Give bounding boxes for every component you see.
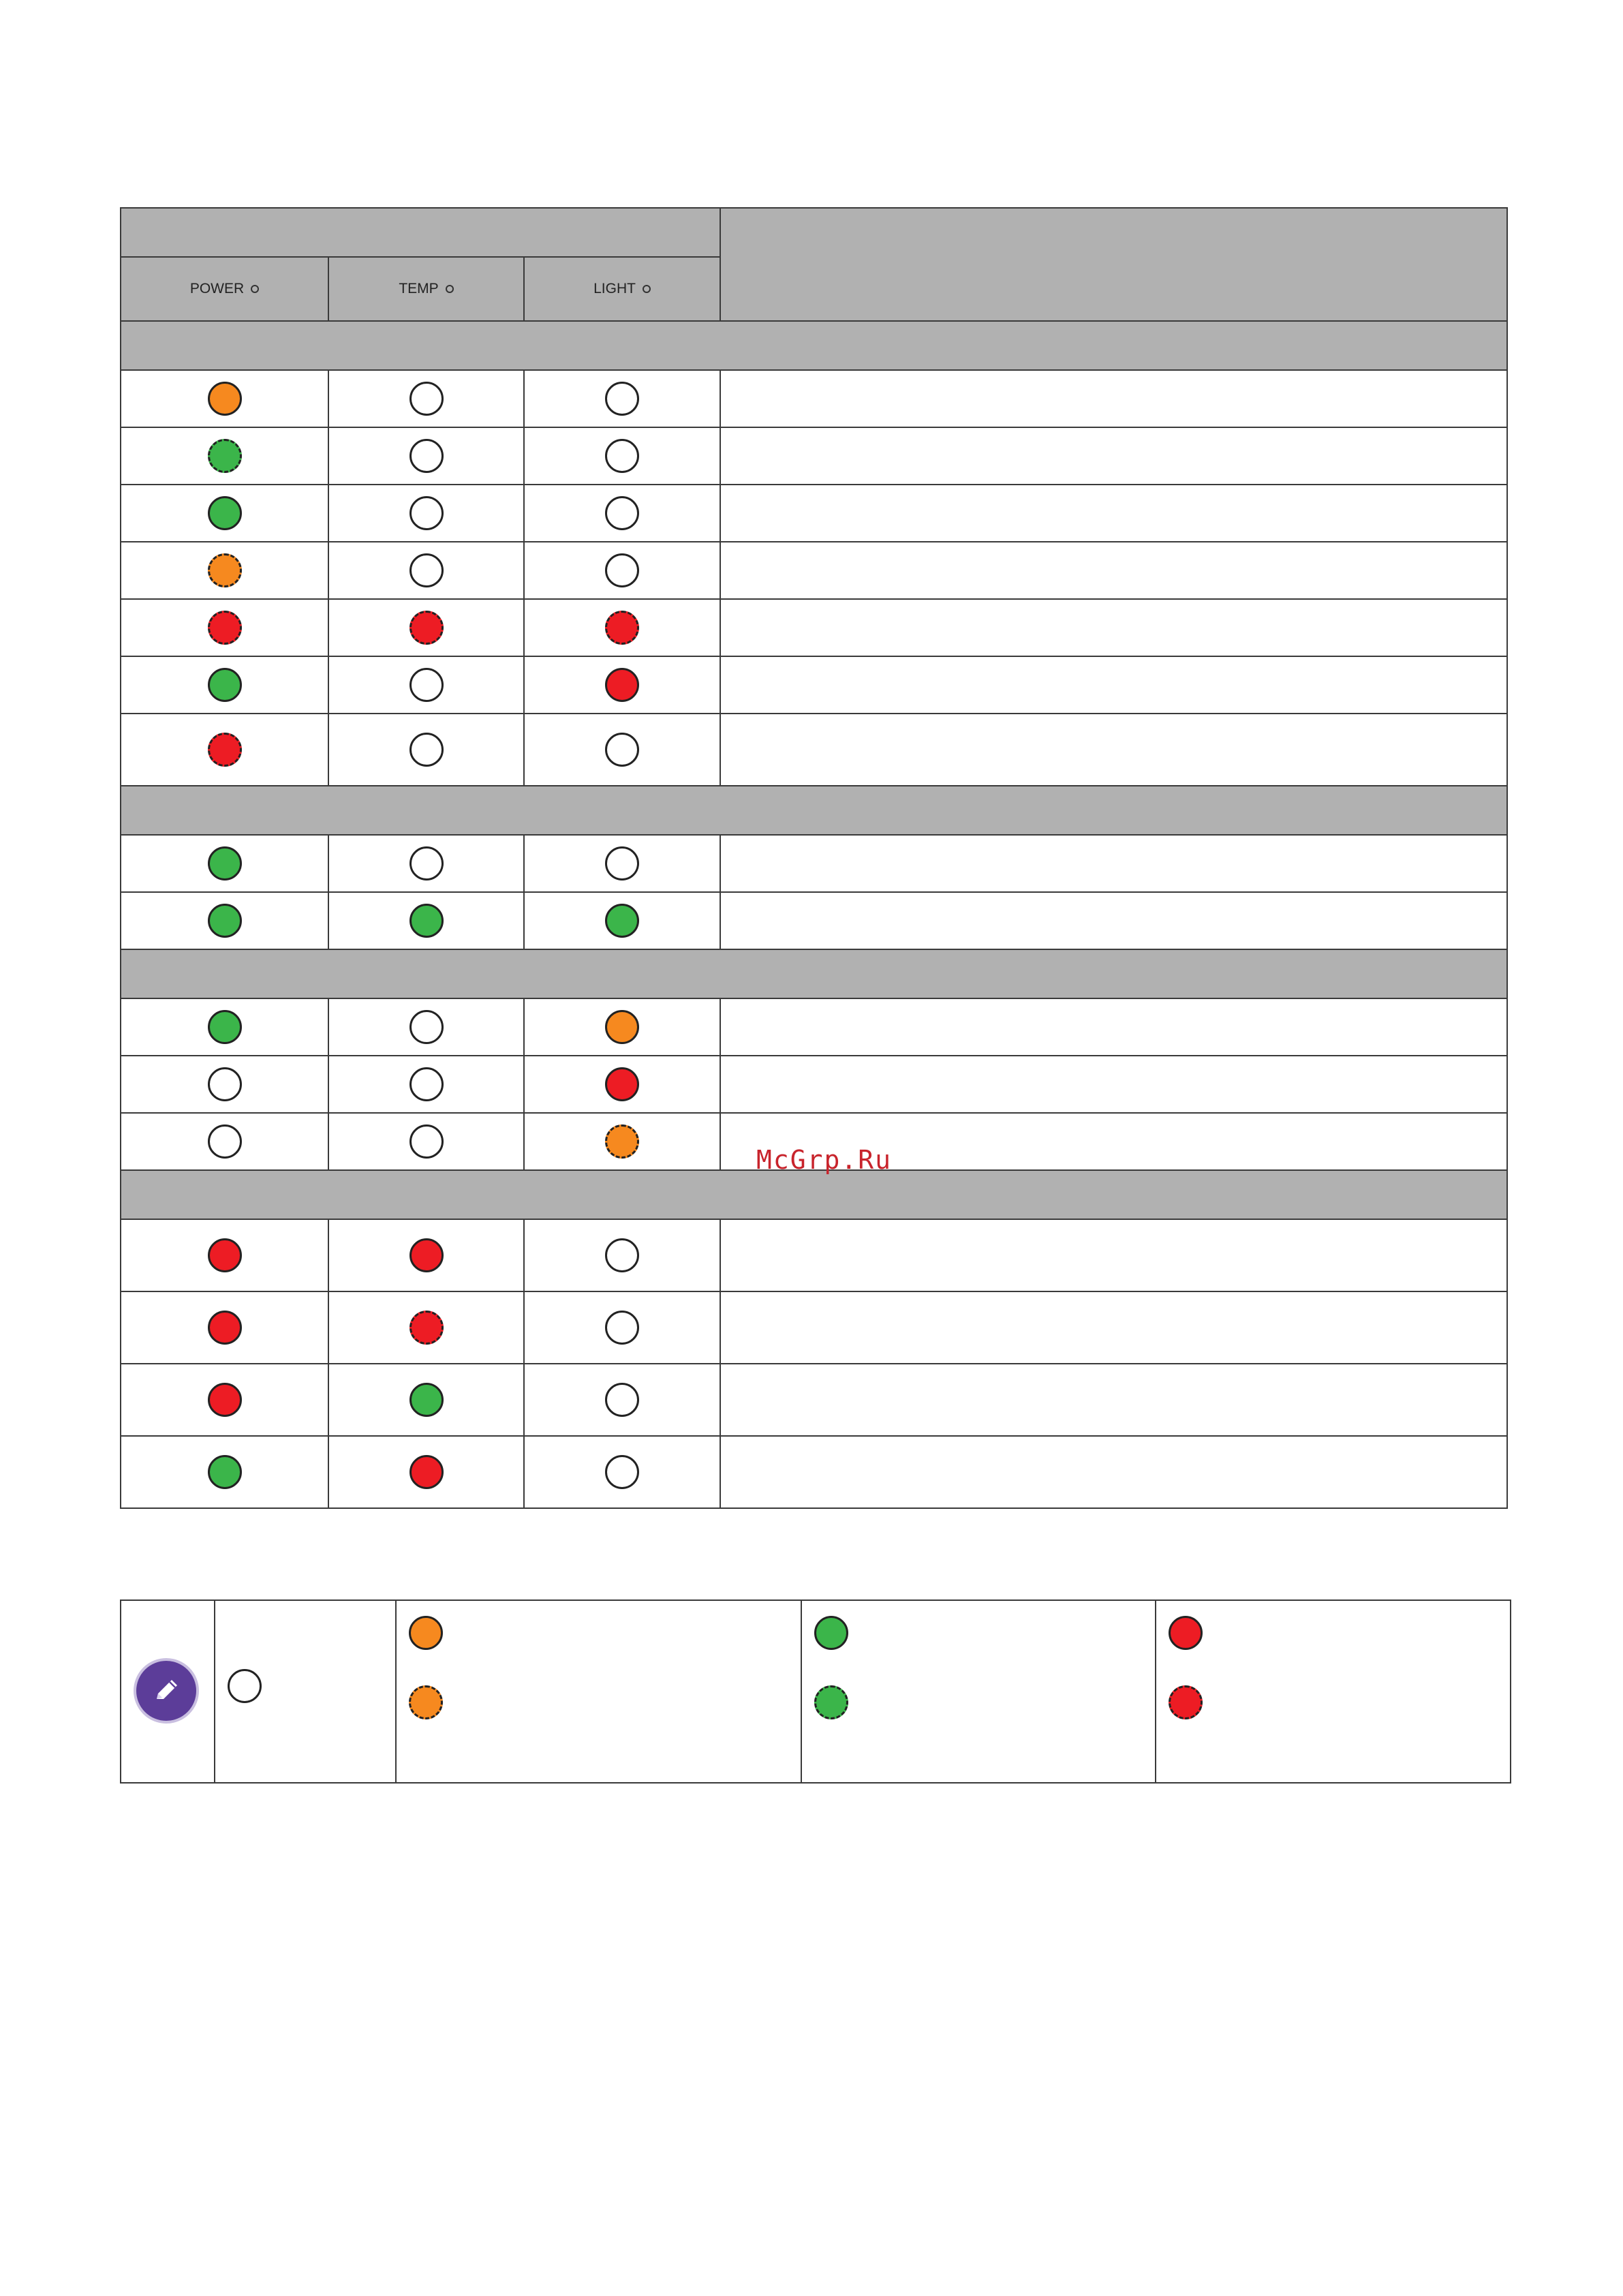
table-row — [121, 1291, 1507, 1364]
table-row — [121, 370, 1507, 427]
light-cell — [524, 599, 720, 656]
light-cell — [524, 835, 720, 892]
led-orange-flash-icon — [208, 553, 242, 587]
temp-cell — [328, 1436, 524, 1508]
led-red-on-icon — [409, 1455, 444, 1489]
description-header — [720, 208, 1507, 321]
power-indicator-icon — [251, 285, 259, 293]
legend-red-cell — [1156, 1600, 1511, 1783]
table-row — [121, 485, 1507, 542]
led-red-on-icon — [208, 1311, 242, 1345]
power-cell — [121, 485, 328, 542]
temp-cell — [328, 1219, 524, 1291]
table-row — [121, 599, 1507, 656]
temp-cell — [328, 656, 524, 714]
temp-cell — [328, 892, 524, 949]
description-cell — [720, 485, 1507, 542]
table-row — [121, 542, 1507, 599]
light-cell — [524, 1364, 720, 1436]
led-off-icon — [409, 382, 444, 416]
section-header — [121, 786, 1507, 835]
watermark-text: McGrp.Ru — [756, 1145, 893, 1175]
led-off-icon — [605, 846, 639, 881]
description-cell — [720, 370, 1507, 427]
power-cell — [121, 892, 328, 949]
power-cell — [121, 1436, 328, 1508]
description-cell — [720, 599, 1507, 656]
led-green-flash-icon — [814, 1685, 848, 1719]
table-row — [121, 1436, 1507, 1508]
led-orange-on-icon — [409, 1616, 443, 1650]
led-off-icon — [409, 1067, 444, 1101]
temp-cell — [328, 427, 524, 485]
temp-cell — [328, 542, 524, 599]
legend-item — [409, 1685, 443, 1719]
legend-off-cell — [215, 1600, 396, 1783]
led-off-icon — [605, 496, 639, 530]
light-cell — [524, 1219, 720, 1291]
led-red-flash-icon — [1169, 1685, 1203, 1719]
light-cell — [524, 370, 720, 427]
table-row — [121, 656, 1507, 714]
led-red-on-icon — [605, 668, 639, 702]
light-cell — [524, 542, 720, 599]
temp-cell — [328, 1291, 524, 1364]
led-off-icon — [605, 733, 639, 767]
table-row — [121, 998, 1507, 1056]
light-indicator-icon — [643, 285, 651, 293]
led-red-on-icon — [208, 1238, 242, 1272]
light-label: LIGHT — [593, 281, 636, 296]
power-cell — [121, 1364, 328, 1436]
led-red-flash-icon — [409, 1311, 444, 1345]
legend-item — [1169, 1685, 1203, 1719]
led-green-on-icon — [409, 1383, 444, 1417]
led-orange-on-icon — [208, 382, 242, 416]
description-cell — [720, 1364, 1507, 1436]
light-cell — [524, 427, 720, 485]
led-green-on-icon — [814, 1616, 848, 1650]
legend-item — [814, 1685, 848, 1719]
description-cell — [720, 892, 1507, 949]
light-cell — [524, 656, 720, 714]
temp-cell — [328, 1364, 524, 1436]
table-row — [121, 714, 1507, 786]
power-cell — [121, 998, 328, 1056]
power-cell — [121, 370, 328, 427]
led-off-icon — [409, 733, 444, 767]
led-red-flash-icon — [208, 611, 242, 645]
led-off-icon — [409, 846, 444, 881]
legend-item — [1169, 1616, 1203, 1650]
light-cell — [524, 892, 720, 949]
temp-cell — [328, 714, 524, 786]
led-green-on-icon — [208, 904, 242, 938]
description-cell — [720, 1436, 1507, 1508]
temp-indicator-icon — [446, 285, 454, 293]
led-green-on-icon — [208, 496, 242, 530]
legend-orange-cell — [396, 1600, 801, 1783]
temp-cell — [328, 835, 524, 892]
light-column-header — [524, 257, 720, 321]
table-row — [121, 1219, 1507, 1291]
led-off-icon — [605, 439, 639, 473]
led-off-icon — [605, 1238, 639, 1272]
led-green-flash-icon — [208, 439, 242, 473]
led-red-flash-icon — [208, 733, 242, 767]
led-red-flash-icon — [409, 611, 444, 645]
power-cell — [121, 1056, 328, 1113]
power-cell — [121, 599, 328, 656]
indicator-group-header — [121, 208, 720, 257]
description-cell — [720, 1291, 1507, 1364]
temp-column-header — [328, 257, 524, 321]
power-cell — [121, 427, 328, 485]
light-cell — [524, 1436, 720, 1508]
light-cell — [524, 714, 720, 786]
power-cell — [121, 714, 328, 786]
light-cell — [524, 1056, 720, 1113]
power-column-header — [121, 257, 328, 321]
description-cell — [720, 656, 1507, 714]
section-header — [121, 949, 1507, 998]
led-off-icon — [409, 1124, 444, 1159]
legend-item — [814, 1616, 848, 1650]
section-header — [121, 1170, 1507, 1219]
description-cell — [720, 1219, 1507, 1291]
led-off-icon — [409, 1010, 444, 1044]
description-cell — [720, 714, 1507, 786]
led-red-on-icon — [1169, 1616, 1203, 1650]
description-cell — [720, 427, 1507, 485]
light-cell — [524, 998, 720, 1056]
led-off-icon — [228, 1669, 262, 1703]
power-cell — [121, 542, 328, 599]
led-off-icon — [409, 668, 444, 702]
description-cell — [720, 835, 1507, 892]
led-orange-on-icon — [605, 1010, 639, 1044]
led-red-on-icon — [605, 1067, 639, 1101]
temp-cell — [328, 485, 524, 542]
power-cell — [121, 1113, 328, 1170]
temp-cell — [328, 1056, 524, 1113]
led-green-on-icon — [208, 1455, 242, 1489]
led-off-icon — [409, 439, 444, 473]
temp-cell — [328, 370, 524, 427]
table-row — [121, 1056, 1507, 1113]
power-cell — [121, 835, 328, 892]
note-icon-cell — [121, 1600, 215, 1783]
light-cell — [524, 1291, 720, 1364]
light-cell — [524, 1113, 720, 1170]
section-header — [121, 321, 1507, 370]
led-off-icon — [605, 1455, 639, 1489]
description-cell — [720, 542, 1507, 599]
led-indicator-table — [120, 207, 1508, 1509]
power-label: POWER — [189, 281, 245, 296]
led-green-on-icon — [605, 904, 639, 938]
pencil-icon — [134, 1658, 199, 1724]
legend-item — [409, 1616, 443, 1650]
power-cell — [121, 1219, 328, 1291]
power-cell — [121, 1291, 328, 1364]
led-off-icon — [208, 1067, 242, 1101]
table-row — [121, 427, 1507, 485]
led-red-on-icon — [208, 1383, 242, 1417]
led-off-icon — [605, 1383, 639, 1417]
led-off-icon — [409, 496, 444, 530]
led-off-icon — [605, 1311, 639, 1345]
description-cell — [720, 1056, 1507, 1113]
legend-item — [228, 1669, 262, 1703]
led-green-on-icon — [208, 1010, 242, 1044]
led-off-icon — [409, 553, 444, 587]
legend-green-cell — [801, 1600, 1156, 1783]
led-red-on-icon — [409, 1238, 444, 1272]
table-row — [121, 892, 1507, 949]
led-green-on-icon — [208, 668, 242, 702]
temp-cell — [328, 1113, 524, 1170]
led-green-on-icon — [208, 846, 242, 881]
led-red-flash-icon — [605, 611, 639, 645]
description-cell — [720, 998, 1507, 1056]
temp-label: TEMP — [399, 281, 439, 296]
table-row — [121, 835, 1507, 892]
led-orange-flash-icon — [605, 1124, 639, 1159]
led-off-icon — [605, 553, 639, 587]
led-off-icon — [605, 382, 639, 416]
led-off-icon — [208, 1124, 242, 1159]
light-cell — [524, 485, 720, 542]
temp-cell — [328, 998, 524, 1056]
led-legend-table — [120, 1599, 1511, 1784]
temp-cell — [328, 599, 524, 656]
table-row — [121, 1364, 1507, 1436]
power-cell — [121, 656, 328, 714]
led-orange-flash-icon — [409, 1685, 443, 1719]
led-green-on-icon — [409, 904, 444, 938]
